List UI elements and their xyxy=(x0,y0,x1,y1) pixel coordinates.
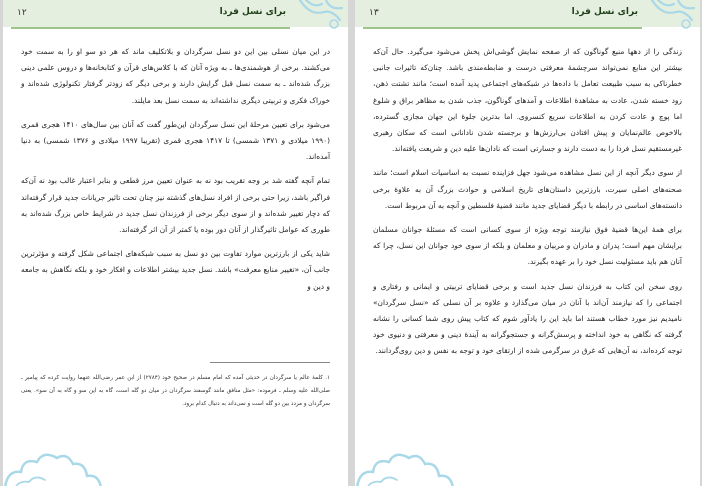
paragraph: روی سخن این کتاب به فرزندان نسل جدید است و برخی قضایای تربیتی و ایمانی و رفتاری و اجتماعی را که نیازمند آن‌اند با آنان در میان می‌گذارد و علاوه بر آن نسلی که «نسل سرگردان» نامیدیم نیز مورد خطاب هستند اما باید این را یادآور شوم که کتاب پیش روی شما کسانی را نشانه گرفته که نگاهی به خود انداخته و پرسش‌گرانه و جستجوگرانه به آیندهٔ دینی و معرفتی و دنیوی خود توجه کرده‌اند، نه آن‌هایی که غرق در سرگرمی شده از ارتقای خود و توجه به نفس و دین روی‌گردانند. xyxy=(373,281,682,356)
floral-corner-ornament-icon xyxy=(296,0,344,34)
body-text xyxy=(373,44,682,368)
cloud-ornament-icon xyxy=(355,430,475,486)
footnote xyxy=(21,372,330,411)
footnote-text: ۱. کلمهٔ عالم یا سرگردان در حدیثی آمده که امام مسلم در صحیح خود (۲۷۸۴) از ابن عمر رضی‌الله عنهما روایت کرده که پیامبر ـ صلی‌الله علیه وسلم ـ فرموده: «مثل منافق مانند گوسفند سرگردان در میان دو گله است، گاه به این سو و گاه به آن سو». یعنی سرگردان و مردد بین دو گله است و نمی‌داند به دنبال کدام برود. xyxy=(21,375,330,407)
floral-corner-ornament-icon xyxy=(648,0,696,34)
running-title: برای نسل فردا xyxy=(219,7,286,17)
paragraph: در این میان نسلی بین این دو نسل سرگردان و بلاتکلیف ماند که هر دو سو او را به سمت خود می‌کشند. برخی از هوشمندی‌ها ـ به ویژه آنان که با کلاس‌های قرآن و کتابخانه‌ها و دروس علمی دینی بزرگ شده‌اند ـ به سمت نسل قبل گرایش دارند و برخی دیگر که زودتر گرفتار تکنولوژی شده‌اند و خوراک فکری و تربیتی دیگری نداشته‌اند به سمت نسل بعد مایلند. xyxy=(21,47,330,105)
body-text xyxy=(21,44,330,303)
paragraph: زندگی را از دهها منبع گوناگون که از صفحه نمایش گوشی‌اش پخش می‌شود می‌گیرد. حال آن‌که بیشتر این منابع نمی‌تواند سرچشمهٔ معرفتی درست و ضابطه‌مندی باشد. چنان‌که تاثیرات جانبی خطرناکی به سبب طبیعت تعامل با داده‌ها در شبکه‌های اجتماعی پدید آمده است؛ مانند تشتت ذهن، زود خسته شدن، عادت به مشاهدهٔ اطلاعات و آمدهای گوناگون، جذب شدن به مظاهر براق و شلوغ اما پوچ و عادت کردن به اطلاعات سریع کنسروی. اما بدترین جلوهٔ این جهان مجازی گسترده، بالاخوص عالم‌نمایان و پیش افتادن بی‌ارزش‌ها و برجسته شدن نادانانی است که سکان رهبری غیرمستقیم نسل فردا را به دست دارند و جسارتی است که نادان‌ها علیه دین و شریعت یافته‌اند. xyxy=(373,47,682,154)
header-rule xyxy=(11,27,290,29)
cloud-ornament-icon xyxy=(3,430,123,486)
paragraph: از سوی دیگر آنچه از این نسل مشاهده می‌شود جهل فزاینده نسبت به اساسیات اسلام است؛ مانند صحنه‌های اصلی سیرت، بارزترین داستان‌های تاریخ اسلامی و حوادث بزرگ آن به علاوهٔ برخی دانسته‌های اساسی در رابطه با دیگر قضایای جدید مانند قضیهٔ فلسطین و آنچه به آن مربوط است. xyxy=(373,168,682,210)
page-number: ۱۲ xyxy=(17,8,27,18)
footnote-divider xyxy=(210,362,330,363)
paragraph: برای همهٔ این‌ها قضیهٔ فوق نیازمند توجه ویژه از سوی کسانی است که مسئلهٔ جوانان مسلمان برایشان مهم است؛ پدران و مادران و مربیان و معلمان و بلکه از سوی خود جوانان این نسل، چرا که آنان هم باید مسئولیت نسل خود را بر عهده بگیرند. xyxy=(373,225,682,267)
paragraph: شاید یکی از بارزترین موارد تفاوت بین دو نسل به سبب شبکه‌های اجتماعی شکل گرفته و مؤثرترین جانب آن، «تغییر منابع معرفت» باشد. نسل جدید بیشتر اطلاعات و افکار خود و بلکه نگاهش به جامعه و دین و xyxy=(21,249,330,291)
paragraph: می‌شود برای تعیین مرحلهٔ این نسل سرگردان این‌طور گفت که آنان بین سال‌های ۱۴۱۰ هجری قمری (۱۹۹۰ میلادی و ۱۳۷۱ شمسی) تا ۱۴۱۷ هجری قمری (تقریبا ۱۹۹۷ میلادی و ۱۳۷۶ شمسی) به دنیا آمده‌اند. xyxy=(21,119,330,162)
page-left xyxy=(3,0,348,486)
page-header xyxy=(3,0,348,27)
header-rule xyxy=(363,27,642,29)
paragraph: تمام آنچه گفته شد بر وجه تقریب بود نه به عنوان تعیین مرز قطعی و بنابر اعتبار غالب بود نه آن‌که فراگیر باشد، زیرا حتی برخی از افراد نسل‌های گذشته نیز چنان تحت تاثیر جریانات جدید قرار گرفته‌اند که دچار تغییر شده‌اند و از سوی دیگر برخی از فرزندان نسل جدید در شرایط خاص بزرگ شده‌اند به طوری که عوامل تاثیرگذار از آنان دور بوده یا کمتر از آن اثر گرفته‌اند. xyxy=(21,176,330,235)
page-right xyxy=(355,0,700,486)
running-title: برای نسل فردا xyxy=(571,7,638,17)
page-header xyxy=(355,0,700,27)
page-number: ۱۳ xyxy=(369,8,379,18)
